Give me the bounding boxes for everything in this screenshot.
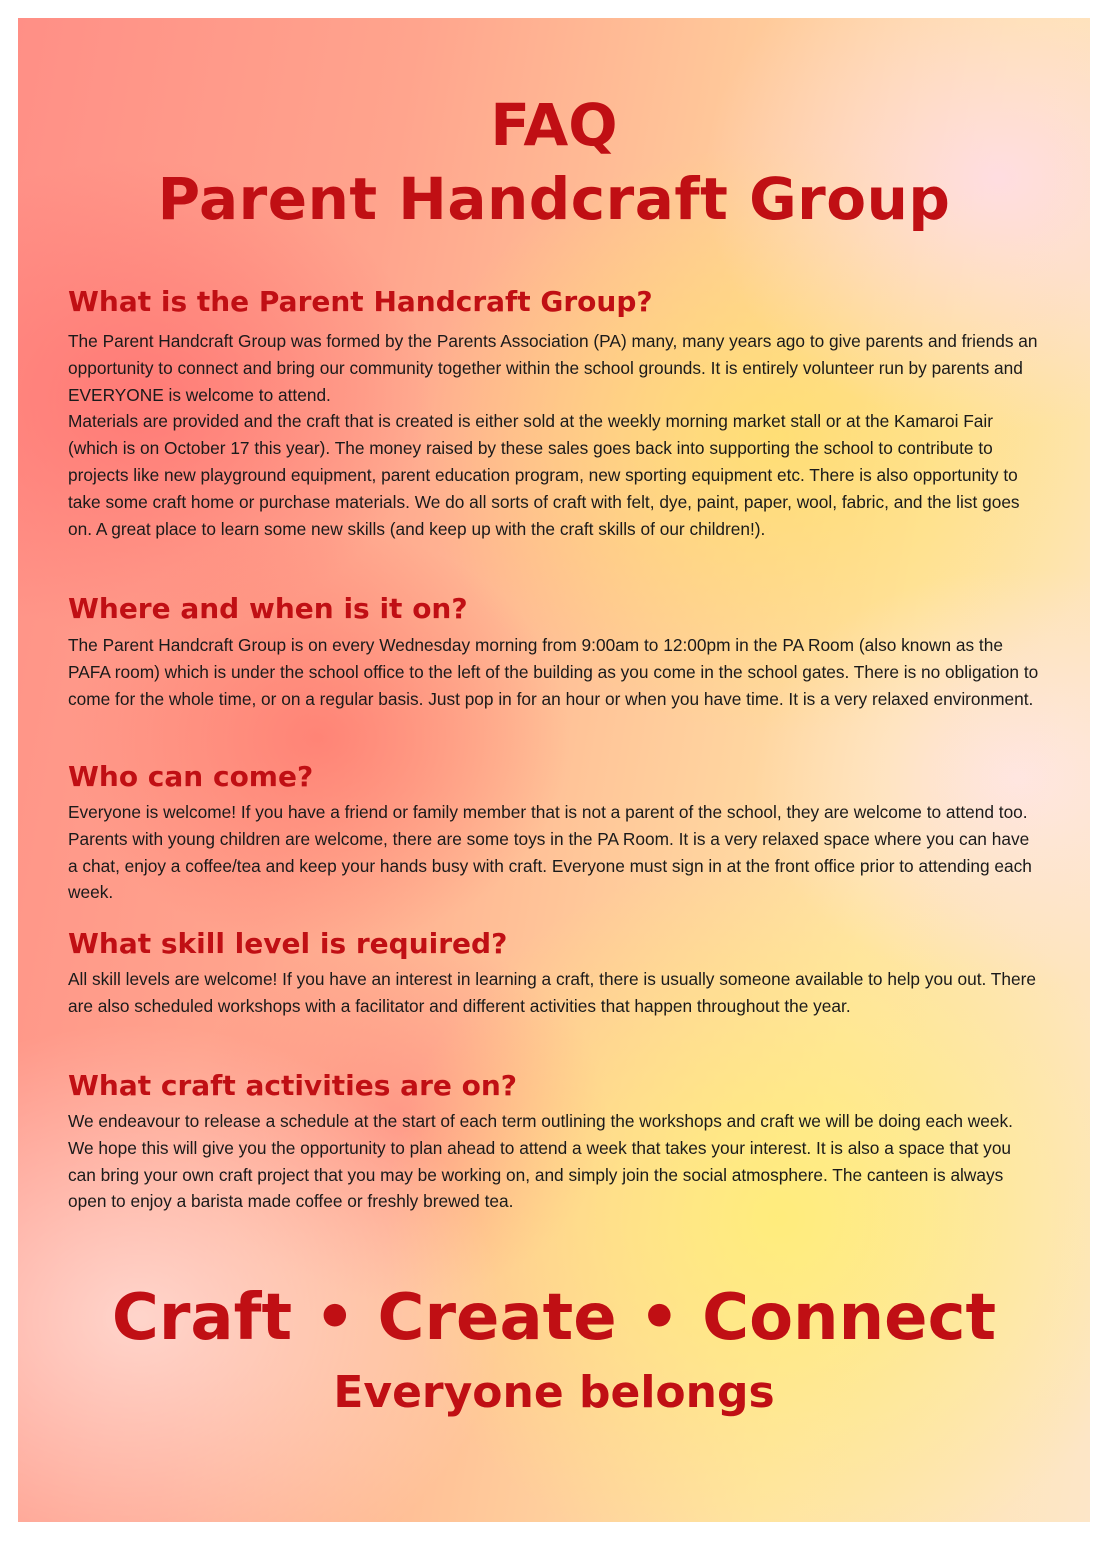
- section-paragraph: Materials are provided and the craft that is created is either sold at the weekly morning market stall or at the Kamaroi Fair (which is on October 17 this year). The money raised by these sales goes back into supporting the school to contribute to projects like new playground equipment, parent education program, new sporting equipment etc. There is also opportunity to take some craft home or purchase materials. We do all sorts of craft with felt, dye, paint, paper, wool, fabric, and the list goes on. A great place to learn some new skills (and keep up with the craft skills of our children!).: [68, 411, 1020, 539]
- section-heading-what-is: What is the Parent Handcraft Group?: [68, 285, 653, 318]
- section-body-skill-level: [68, 966, 1043, 1020]
- section-heading-skill-level: What skill level is required?: [68, 927, 508, 960]
- section-paragraph: The Parent Handcraft Group is on every Wednesday morning from 9:00am to 12:00pm in the PA Room (also known as the PAFA room) which is under the school office to the left of the building as you come in the school gates. There is no obligation to come for the whole time, or on a regular basis. Just pop in for an hour or when you have time. It is a very relaxed environment.: [68, 635, 1039, 709]
- watercolor-background: [18, 18, 1090, 1522]
- section-body-activities: [68, 1108, 1043, 1215]
- section-paragraph: All skill levels are welcome! If you have an interest in learning a craft, there is usually someone available to help you out. There are also scheduled workshops with a facilitator and different activities that happen throughout the year.: [68, 969, 1036, 1016]
- section-body-who-can-come: [68, 799, 1043, 906]
- section-body-what-is: [68, 328, 1043, 542]
- section-body-where-when: [68, 632, 1043, 712]
- faq-title: FAQ: [490, 91, 618, 159]
- section-paragraph: We endeavour to release a schedule at the start of each term outlining the workshops and craft we will be doing each week. We hope this will give you the opportunity to plan ahead to attend a week that takes your interest. It is also a space that you can bring your own craft project that you may be working on, and simply join the social atmosphere. The canteen is always open to enjoy a barista made coffee or freshly brewed tea.: [68, 1111, 1013, 1212]
- section-paragraph: Everyone is welcome! If you have a friend or family member that is not a parent of the school, they are welcome to attend too. Parents with young children are welcome, there are some toys in the PA Room. It is a very relaxed space where you can have a chat, enjoy a coffee/tea and keep your hands busy with craft. Everyone must sign in at the front office prior to attending each week.: [68, 802, 1032, 903]
- section-paragraph: The Parent Handcraft Group was formed by the Parents Association (PA) many, many years ago to give parents and friends an opportunity to connect and bring our community together within the school grounds. It is entirely volunteer run by parents and EVERYONE is welcome to attend.: [68, 331, 1038, 405]
- tagline: Everyone belongs: [333, 1367, 775, 1418]
- poster-content: [18, 18, 1090, 1522]
- section-heading-activities: What craft activities are on?: [68, 1069, 518, 1102]
- group-title: Parent Handcraft Group: [157, 165, 951, 233]
- section-heading-who-can-come: Who can come?: [68, 760, 314, 793]
- section-heading-where-when: Where and when is it on?: [68, 592, 468, 625]
- slogan: Craft • Create • Connect: [111, 1281, 997, 1355]
